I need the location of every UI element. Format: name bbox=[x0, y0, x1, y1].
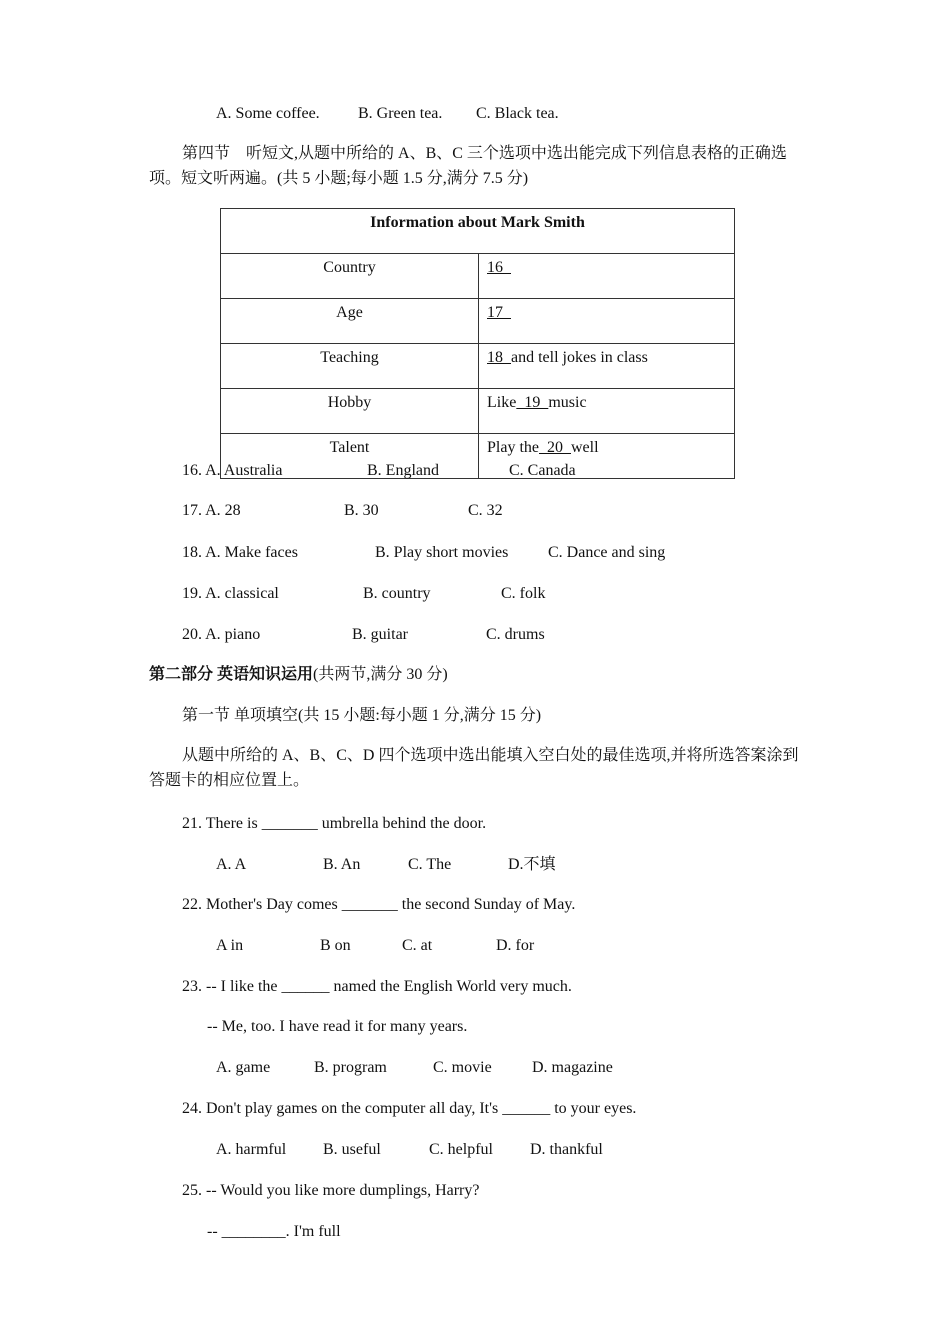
section4-instruction bbox=[149, 141, 809, 191]
blank-18: 18 bbox=[487, 349, 511, 366]
q17-option-a: 17. A. 28 bbox=[182, 502, 241, 519]
blank-19: 19 bbox=[516, 394, 549, 411]
value-suffix: and tell jokes in class bbox=[511, 349, 648, 366]
section1-instruction bbox=[149, 743, 809, 793]
q16-option-c: C. Canada bbox=[509, 462, 576, 479]
q15-option-b: B. Green tea. bbox=[358, 105, 443, 122]
q24-option-b: B. useful bbox=[323, 1141, 381, 1158]
table-row bbox=[221, 389, 735, 434]
info-table-title-row bbox=[221, 209, 735, 254]
q23-option-a: A. game bbox=[216, 1059, 271, 1076]
part2-heading bbox=[149, 665, 448, 685]
row-label-age: Age bbox=[221, 299, 479, 344]
q22-option-c: C. at bbox=[402, 937, 433, 954]
row-label-hobby: Hobby bbox=[221, 389, 479, 434]
section4-instruction-line2: 项。短文听两遍。(共 5 小题;每小题 1.5 分,满分 7.5 分) bbox=[149, 170, 529, 187]
q24-option-a: A. harmful bbox=[216, 1141, 287, 1158]
q24-stem: 24. Don't play games on the computer all day, It's ______ to your eyes. bbox=[182, 1100, 637, 1117]
q15-option-a: A. Some coffee. bbox=[216, 105, 320, 122]
q20-option-b: B. guitar bbox=[352, 626, 408, 643]
q25-reply: -- ________. I'm full bbox=[207, 1223, 341, 1240]
info-table-title: Information about Mark Smith bbox=[221, 209, 735, 254]
q23-option-c: C. movie bbox=[433, 1059, 492, 1076]
q24-option-d: D. thankful bbox=[530, 1141, 603, 1158]
value-prefix: Play the bbox=[487, 439, 539, 456]
info-table bbox=[220, 208, 735, 479]
q19-option-c: C. folk bbox=[501, 585, 546, 602]
q16-option-a: 16. A. Australia bbox=[182, 462, 283, 479]
q16-option-b: B. England bbox=[367, 462, 439, 479]
q21-option-b: B. An bbox=[323, 856, 361, 873]
row-value-hobby bbox=[479, 389, 735, 434]
section4-instruction-line1: 听短文,从题中所给的 A、B、C 三个选项中选出能完成下列信息表格的正确选 bbox=[246, 145, 787, 162]
q15-option-c: C. Black tea. bbox=[476, 105, 559, 122]
table-row bbox=[221, 254, 735, 299]
q23-reply: -- Me, too. I have read it for many years. bbox=[207, 1018, 468, 1035]
row-value-teaching bbox=[479, 344, 735, 389]
part2-note: (共两节,满分 30 分) bbox=[313, 666, 448, 683]
blank-20: 20 bbox=[539, 439, 571, 456]
q20-option-c: C. drums bbox=[486, 626, 545, 643]
q21-option-d: D.不填 bbox=[508, 856, 556, 873]
table-row bbox=[221, 434, 735, 479]
q22-option-a: A in bbox=[216, 937, 244, 954]
blank-16: 16 bbox=[487, 259, 511, 276]
q20-option-a: 20. A. piano bbox=[182, 626, 261, 643]
section4-heading: 第四节 bbox=[182, 145, 231, 162]
part2-title: 第二部分 英语知识运用 bbox=[149, 666, 314, 683]
q18-option-c: C. Dance and sing bbox=[548, 544, 666, 561]
section1-instruction-line2: 答题卡的相应位置上。 bbox=[149, 772, 310, 789]
q21-stem: 21. There is _______ umbrella behind the door. bbox=[182, 815, 487, 832]
blank-17: 17 bbox=[487, 304, 511, 321]
q23-option-d: D. magazine bbox=[532, 1059, 613, 1076]
q22-option-b: B on bbox=[320, 937, 351, 954]
section1-heading: 第一节 单项填空(共 15 小题:每小题 1 分,满分 15 分) bbox=[182, 707, 542, 724]
q23-option-b: B. program bbox=[314, 1059, 387, 1076]
value-prefix: Like bbox=[487, 394, 517, 411]
q17-option-c: C. 32 bbox=[468, 502, 503, 519]
value-suffix: well bbox=[571, 439, 599, 456]
row-label-talent: Talent bbox=[221, 434, 479, 479]
section1-instruction-line1: 从题中所给的 A、B、C、D 四个选项中选出能填入空白处的最佳选项,并将所选答案涂到 bbox=[182, 747, 799, 764]
q21-option-a: A. A bbox=[216, 856, 247, 873]
q17-option-b: B. 30 bbox=[344, 502, 379, 519]
q23-stem: 23. -- I like the ______ named the English World very much. bbox=[182, 978, 572, 995]
q19-option-b: B. country bbox=[363, 585, 431, 602]
q18-option-b: B. Play short movies bbox=[375, 544, 509, 561]
q22-option-d: D. for bbox=[496, 937, 535, 954]
q25-stem: 25. -- Would you like more dumplings, Harry? bbox=[182, 1182, 480, 1199]
row-label-country: Country bbox=[221, 254, 479, 299]
q18-option-a: 18. A. Make faces bbox=[182, 544, 298, 561]
q19-option-a: 19. A. classical bbox=[182, 585, 279, 602]
q22-stem: 22. Mother's Day comes _______ the second Sunday of May. bbox=[182, 896, 576, 913]
table-row bbox=[221, 299, 735, 344]
row-value-age bbox=[479, 299, 735, 344]
row-value-country bbox=[479, 254, 735, 299]
q21-option-c: C. The bbox=[408, 856, 452, 873]
row-label-teaching: Teaching bbox=[221, 344, 479, 389]
value-suffix: music bbox=[548, 394, 587, 411]
table-row bbox=[221, 344, 735, 389]
q24-option-c: C. helpful bbox=[429, 1141, 493, 1158]
